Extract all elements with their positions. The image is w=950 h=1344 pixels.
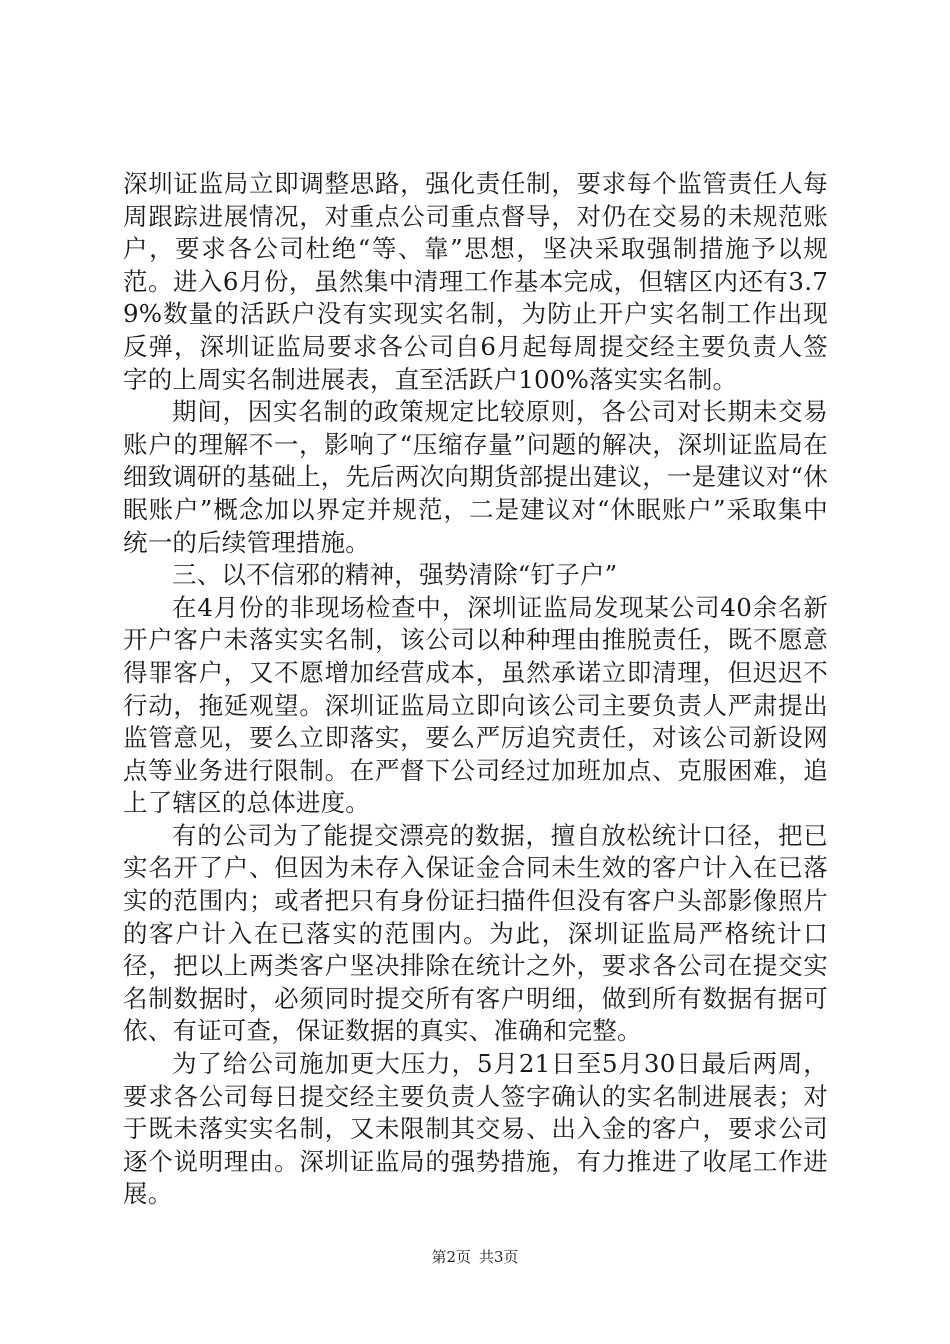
paragraph: 为了给公司施加更大压力，5月21日至5月30日最后两周，要求各公司每日提交经主要负责人签字确认的实名制进展表；对于既未落实实名制，又未限制其交易、出入金的客户，要求公司逐个说明理由。深圳证监局的强势措施，有力推进了收尾工作进展。 xyxy=(123,1049,828,1209)
paragraph-continued: 深圳证监局立即调整思路，强化责任制，要求每个监管责任人每周跟踪进展情况，对重点公司重点督导，对仍在交易的未规范账户，要求各公司杜绝“等、靠”思想，坚决采取强制措施予以规范。进入6月份，虽然集中清理工作基本完成，但辖区内还有3.79%数量的活跃户没有实现实名制，为防止开户实名制工作出现反弹，深圳证监局要求各公司自6月起每周提交经主要负责人签字的上周实名制进展表，直至活跃户100%落实实名制。 xyxy=(123,169,828,394)
paragraph: 有的公司为了能提交漂亮的数据，擅自放松统计口径，把已实名开了户、但因为未存入保证金合同未生效的客户计入在已落实的范围内；或者把只有身份证扫描件但没有客户头部影像照片的客户计入在已落实的范围内。为此，深圳证监局严格统计口径，把以上两类客户坚决排除在统计之外，要求各公司在提交实名制数据时，必须同时提交所有客户明细，做到所有数据有据可依、有证可查，保证数据的真实、准确和完整。 xyxy=(123,820,828,1046)
page-number-current: 第2页 xyxy=(431,1248,471,1266)
paragraph: 期间，因实名制的政策规定比较原则，各公司对长期未交易账户的理解不一，影响了“压缩存量”问题的解决，深圳证监局在细致调研的基础上，先后两次向期货部提出建议，一是建议对“休眠账户”概念加以界定并规范，二是建议对“休眠账户”采取集中统一的后续管理措施。 xyxy=(123,397,828,557)
page-footer xyxy=(0,1247,950,1267)
paragraph: 在4月份的非现场检查中，深圳证监局发现某公司40余名新开户客户未落实实名制，该公司以种种理由推脱责任，既不愿意得罪客户，又不愿增加经营成本，虽然承诺立即清理，但迟迟不行动，拖延观望。深圳证监局立即向该公司主要负责人严肃提出监管意见，要么立即落实，要么严厉追究责任，对该公司新设网点等业务进行限制。在严督下公司经过加班加点、克服困难，追上了辖区的总体进度。 xyxy=(123,592,828,818)
section-heading: 三、以不信邪的精神，强势清除“钉子户” xyxy=(172,560,618,590)
document-body xyxy=(123,168,828,1211)
page-number-total: 共3页 xyxy=(479,1248,519,1266)
